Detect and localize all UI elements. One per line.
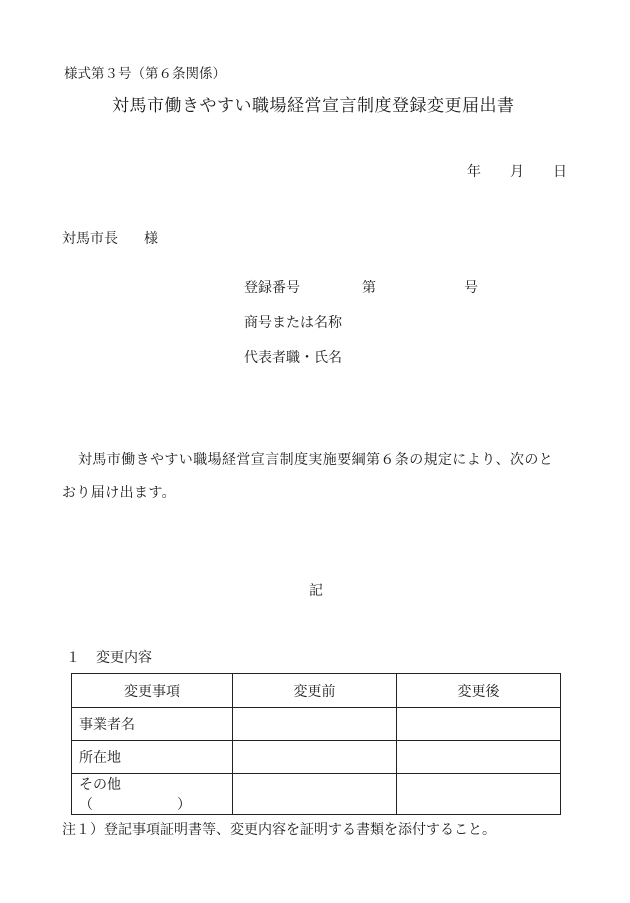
addressee-name: 対馬市長 [62, 231, 118, 247]
header-before: 変更前 [233, 674, 397, 708]
body-text-line-2: おり届け出ます。 [62, 485, 177, 501]
registration-number-label: 登録番号 [244, 280, 300, 296]
business-name-label: 商号または名称 [244, 315, 342, 331]
table-row [72, 708, 561, 741]
change-table [71, 673, 561, 815]
row-label-address: 所在地 [72, 741, 233, 774]
before-cell [233, 774, 397, 815]
section-title: 変更内容 [96, 650, 152, 666]
before-cell [233, 741, 397, 774]
section-number: １ [66, 650, 80, 666]
registration-number-suffix: 号 [464, 280, 478, 296]
header-after: 変更後 [397, 674, 561, 708]
addressee-honorific: 様 [144, 231, 158, 247]
other-open: その他（ [79, 777, 121, 813]
other-close: ） [177, 797, 191, 813]
date-month-label: 月 [510, 164, 524, 180]
footnote: 注１）登記事項証明書等、変更内容を証明する書類を添付すること。 [62, 822, 496, 838]
table-row [72, 774, 561, 815]
date-year-label: 年 [467, 164, 481, 180]
row-label-business-name: 事業者名 [72, 708, 233, 741]
before-cell [233, 708, 397, 741]
addressee [62, 231, 158, 248]
ki-heading: 記 [309, 583, 323, 599]
table-header-row [72, 674, 561, 708]
date-day-label: 日 [553, 164, 567, 180]
section-heading [66, 650, 152, 667]
header-item: 変更事項 [72, 674, 233, 708]
document-title: 対馬市働きやすい職場経営宣言制度登録変更届出書 [112, 96, 515, 116]
after-cell [397, 708, 561, 741]
after-cell [397, 774, 561, 815]
row-label-other [72, 774, 233, 815]
registration-number-prefix: 第 [362, 280, 376, 296]
table-row [72, 741, 561, 774]
form-number: 様式第３号（第６条関係） [64, 66, 226, 82]
after-cell [397, 741, 561, 774]
representative-label: 代表者職・氏名 [244, 350, 342, 366]
body-text-line-1: 対馬市働きやすい職場経営宣言制度実施要綱第６条の規定により、次のと [78, 452, 554, 468]
